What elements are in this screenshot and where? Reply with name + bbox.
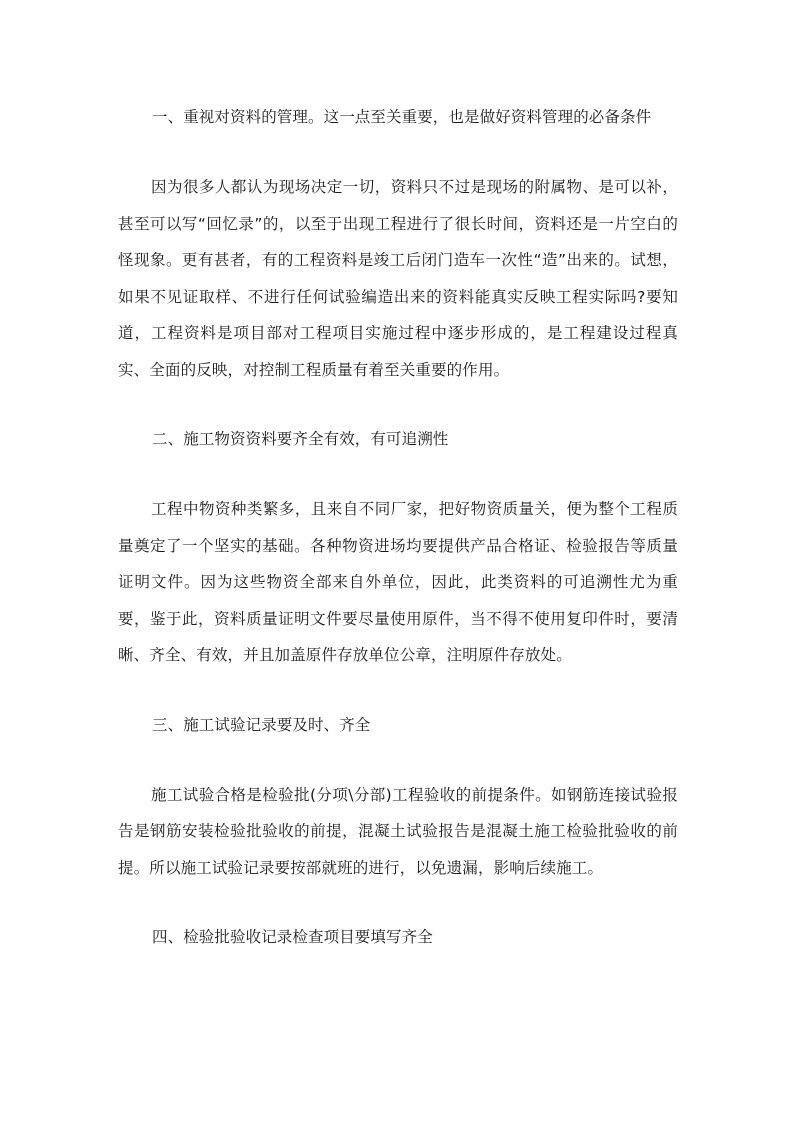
section-heading: 三、施工试验记录要及时、齐全 xyxy=(152,715,371,734)
section-heading: 四、检验批验收记录检查项目要填写齐全 xyxy=(152,928,433,946)
section-1 xyxy=(118,102,678,424)
section-paragraph: 因为很多人都认为现场决定一切，资料只不过是现场的附属物、是可以补，甚至可以写“回忆录”的，以至于出现工程进行了很长时间，资料还是一片空白的怪现象。更有甚者，有的工程资料是竣工后闭门造车一次性“造”出来的。试想，如果不见证取样、不进行任何试验编造出来的资料能真实反映工程实际吗?要知道，工程资料是项目部对工程项目实施过程中逐步形成的，是工程建设过程真实、全面的反映，对控制工程质量有着至关重要的作用。 xyxy=(118,178,678,379)
section-4 xyxy=(118,922,678,952)
section-paragraph: 工程中物资种类繁多，且来自不同厂家，把好物资质量关，便为整个工程质量奠定了一个坚实的基础。各种物资进场均要提供产品合格证、检验报告等质量证明文件。因为这些物资全部来自外单位，因此，此类资料的可追溯性尤为重要，鉴于此，资料质量证明文件要尽量使用原件，当不得不使用复印件时，要清晰、齐全、有效，并且加盖原件存放单位公章，注明原件存放处。 xyxy=(118,500,678,664)
section-paragraph: 施工试验合格是检验批(分项\分部)工程验收的前提条件。如钢筋连接试验报告是钢筋安装检验批验收的前提，混凝土试验报告是混凝土施工检验批验收的前提。所以施工试验记录要按部就班的进行，以免遗漏，影响后续施工。 xyxy=(118,785,678,877)
section-3 xyxy=(118,710,678,923)
document-body xyxy=(118,102,678,952)
section-heading: 一、重视对资料的管理。这一点至关重要，也是做好资料管理的必备条件 xyxy=(152,108,652,126)
section-2 xyxy=(118,424,678,710)
section-heading: 二、施工物资资料要齐全有效，有可追溯性 xyxy=(152,430,449,448)
